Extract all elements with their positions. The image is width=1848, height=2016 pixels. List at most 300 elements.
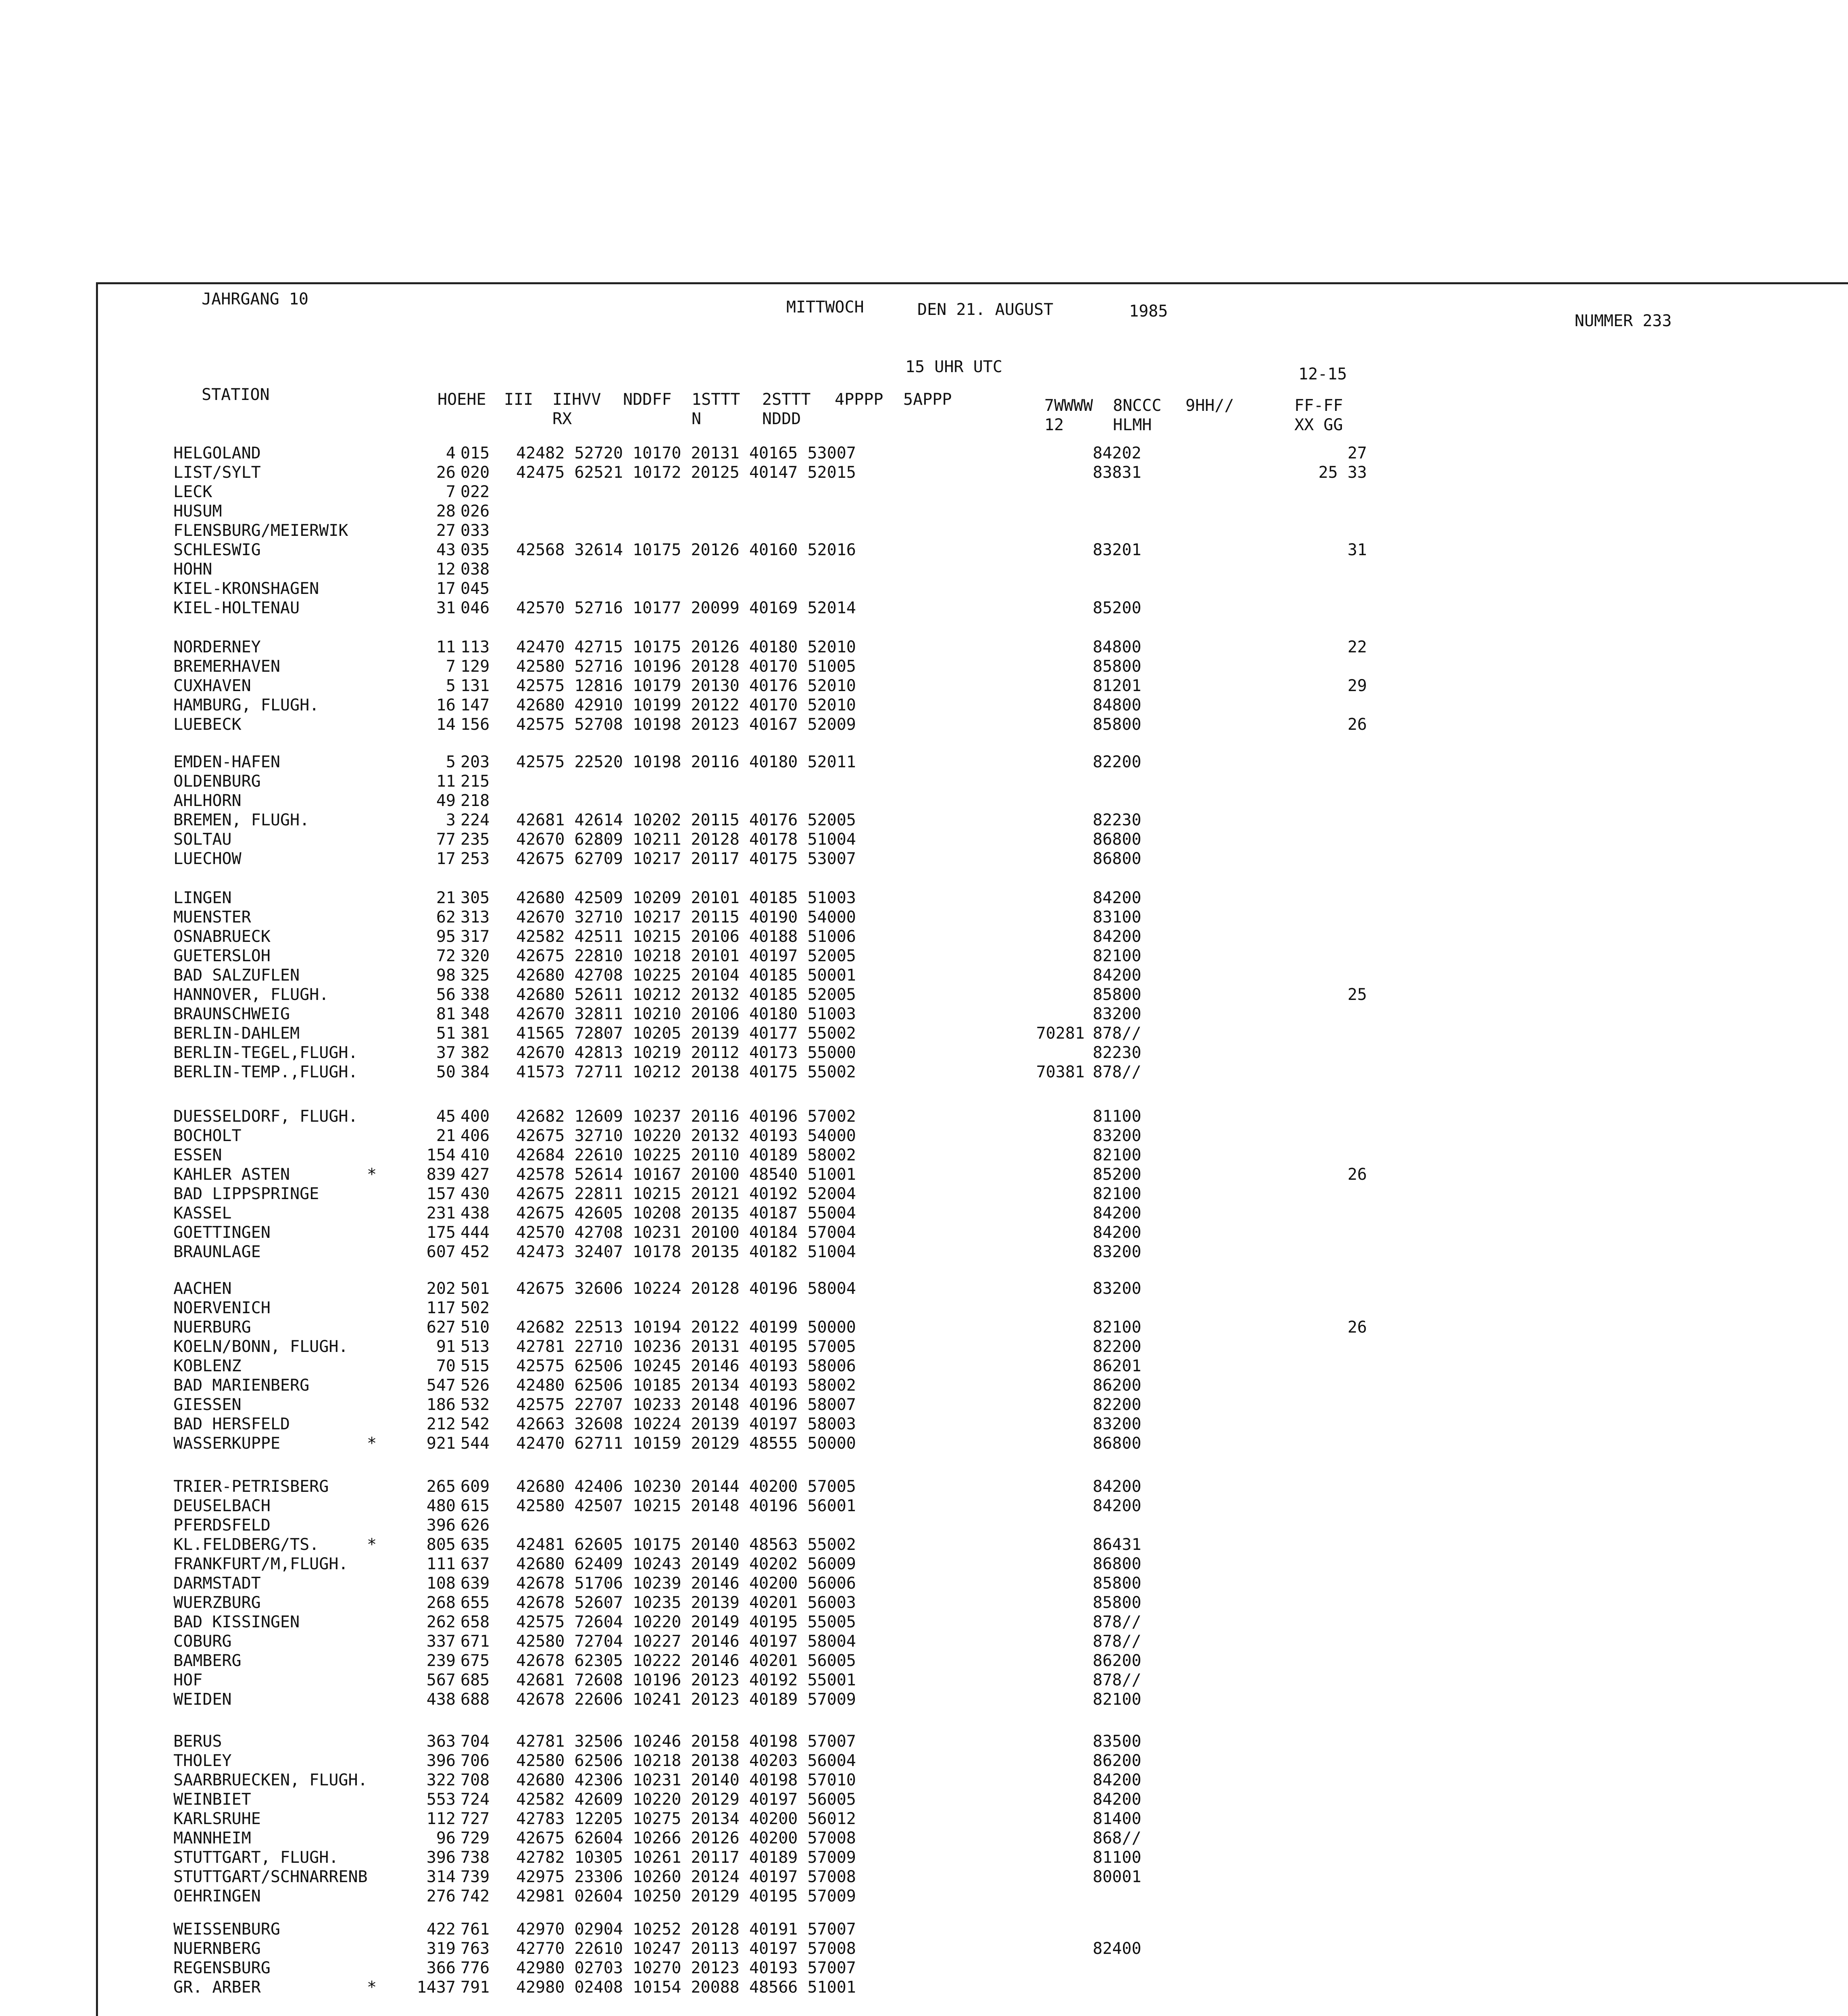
group-8nccc: 80001 — [1093, 1868, 1142, 1886]
station-height: 27 — [436, 521, 456, 540]
synop-groups: 41565 72807 10205 20139 40177 55002 — [516, 1024, 856, 1043]
station-row: HAMBURG, FLUGH. 147 16 42680 42910 10199 20122 40170 52010 84800 — [173, 696, 1142, 714]
station-row: DUESSELDORF, FLUGH. 400 45 42682 12609 10237 20116 40196 57002 81100 — [173, 1107, 1142, 1126]
station-height: 154 — [426, 1146, 456, 1164]
station-height: 186 — [426, 1395, 456, 1414]
station-row: KL.FELDBERG/TS. * 635 805 42481 62605 10175 20140 48563 55002 86431 — [173, 1535, 1142, 1554]
synop-groups: 41573 72711 10212 20138 40175 55002 — [516, 1063, 856, 1081]
wind-gust: 26 — [1347, 1318, 1367, 1337]
station-row: LIST/SYLT 020 26 42475 62521 10172 20125 40147 52015 83831 25 33 — [173, 463, 1367, 482]
group-8nccc: 83201 — [1093, 541, 1142, 559]
station-row: KARLSRUHE 727 112 42783 12205 10275 20134 40200 56012 81400 — [173, 1810, 1142, 1828]
station-name: CUXHAVEN — [173, 677, 251, 695]
station-row: FRANKFURT/M,FLUGH. 637 111 42680 62409 10243 20149 40202 56009 86800 — [173, 1555, 1142, 1573]
station-name: HUSUM — [173, 502, 222, 521]
station-height: 108 — [426, 1574, 456, 1593]
group-8nccc: 84200 — [1093, 1204, 1142, 1223]
station-row: THOLEY 706 396 42580 62506 10218 20138 40203 56004 86200 — [173, 1752, 1142, 1770]
synop-groups: 42670 62809 10211 20128 40178 51004 — [516, 830, 856, 849]
station-row: BAD SALZUFLEN 325 98 42680 42708 10225 20104 40185 50001 84200 — [173, 966, 1142, 985]
station-name: BAD SALZUFLEN — [173, 966, 300, 985]
synop-groups: 42681 42614 10202 20115 40176 52005 — [516, 811, 856, 829]
station-name: AHLHORN — [173, 791, 242, 810]
station-name: FRANKFURT/M,FLUGH. — [173, 1555, 348, 1573]
station-name: LINGEN — [173, 889, 232, 907]
station-height: 337 — [426, 1632, 456, 1651]
station-name: KOELN/BONN, FLUGH. — [173, 1337, 348, 1356]
station-height: 50 — [436, 1063, 456, 1081]
synop-groups: 42481 62605 10175 20140 48563 55002 — [516, 1535, 856, 1554]
station-height: 21 — [436, 1127, 456, 1145]
synop-groups: 42575 12816 10179 20130 40176 52010 — [516, 677, 856, 695]
station-height: 98 — [436, 966, 456, 985]
station-row: SAARBRUECKEN, FLUGH. 708 322 42680 42306 10231 20140 40198 57010 84200 — [173, 1771, 1142, 1789]
station-row: BAD MARIENBERG 526 547 42480 62506 10185 20134 40193 58002 86200 — [173, 1376, 1142, 1395]
station-height: 805 — [426, 1535, 456, 1554]
station-row: HUSUM 026 28 — [173, 502, 490, 521]
group-8nccc: 82100 — [1093, 1146, 1142, 1164]
synop-groups: 42680 42306 10231 20140 40198 57010 — [516, 1771, 856, 1789]
station-row: BERLIN-DAHLEM 381 51 41565 72807 10205 20139 40177 55002 70281 878// — [173, 1024, 1142, 1043]
station-row: SOLTAU 235 77 42670 62809 10211 20128 40178 51004 86800 — [173, 830, 1142, 849]
station-height: 21 — [436, 889, 456, 907]
synop-groups: 42770 22610 10247 20113 40197 57008 — [516, 1939, 856, 1958]
station-height: 175 — [426, 1223, 456, 1242]
station-name: WUERZBURG — [173, 1593, 261, 1612]
station-row: AACHEN 501 202 42675 32606 10224 20128 40196 58004 83200 — [173, 1279, 1142, 1298]
group-8nccc: 84202 — [1093, 444, 1142, 462]
synop-groups: 42470 62711 10159 20129 48555 50000 — [516, 1434, 856, 1453]
synop-groups: 42582 42609 10220 20129 40197 56005 — [516, 1790, 856, 1809]
station-row: SCHLESWIG 035 43 42568 32614 10175 20126 40160 52016 83201 31 — [173, 541, 1367, 559]
wind-gust: 25 33 — [1318, 463, 1367, 482]
group-8nccc: 85200 — [1093, 1165, 1142, 1184]
synop-groups: 42475 62521 10172 20125 40147 52015 — [516, 463, 856, 482]
synop-groups: 42680 42406 10230 20144 40200 57005 — [516, 1477, 856, 1496]
station-row: DARMSTADT 639 108 42678 51706 10239 20146 40200 56006 85800 — [173, 1574, 1142, 1593]
station-height: 117 — [426, 1299, 456, 1317]
station-row: BERLIN-TEGEL,FLUGH. 382 37 42670 42813 10219 20112 40173 55000 82230 — [173, 1043, 1142, 1062]
station-name: DUESSELDORF, FLUGH. — [173, 1107, 358, 1126]
station-name: MANNHEIM — [173, 1829, 251, 1847]
station-row: GOETTINGEN 444 175 42570 42708 10231 20100 40184 57004 84200 — [173, 1223, 1142, 1242]
group-8nccc: 85200 — [1093, 599, 1142, 617]
wind-gust: 29 — [1347, 677, 1367, 695]
station-name: KIEL-KRONSHAGEN — [173, 579, 319, 598]
group-8nccc: 86201 — [1093, 1357, 1142, 1375]
group-8nccc: 82200 — [1093, 753, 1142, 771]
station-name: KL.FELDBERG/TS. — [173, 1535, 319, 1554]
synop-groups: 42680 42910 10199 20122 40170 52010 — [516, 696, 856, 714]
group-8nccc: 82200 — [1093, 1395, 1142, 1414]
station-name: BRAUNLAGE — [173, 1243, 261, 1261]
station-row: MANNHEIM 729 96 42675 62604 10266 20126 40200 57008 868// — [173, 1829, 1142, 1847]
station-row: WEINBIET 724 553 42582 42609 10220 20129 40197 56005 84200 — [173, 1790, 1142, 1809]
station-height: 11 — [436, 772, 456, 791]
station-height: 322 — [426, 1771, 456, 1789]
station-row: KOELN/BONN, FLUGH. 513 91 42781 22710 10236 20131 40195 57005 82200 — [173, 1337, 1142, 1356]
synop-groups: 42670 32710 10217 20115 40190 54000 — [516, 908, 856, 927]
synop-groups: 42575 22520 10198 20116 40180 52011 — [516, 753, 856, 771]
station-name: KAHLER ASTEN — [173, 1165, 290, 1184]
station-row: KOBLENZ 515 70 42575 62506 10245 20146 40193 58006 86201 — [173, 1357, 1142, 1375]
station-name: HANNOVER, FLUGH. — [173, 985, 329, 1004]
station-height: 49 — [436, 791, 456, 810]
station-height: 14 — [436, 715, 456, 734]
synop-groups: 42482 52720 10170 20131 40165 53007 — [516, 444, 856, 462]
station-name: THOLEY — [173, 1752, 232, 1770]
station-height: 91 — [436, 1337, 456, 1356]
station-height: 438 — [426, 1690, 456, 1709]
group-8nccc: 878// — [1093, 1024, 1142, 1043]
station-row: BAD HERSFELD 542 212 42663 32608 10224 20139 40197 58003 83200 — [173, 1415, 1142, 1433]
weekday-label: MITTWOCH — [786, 298, 864, 317]
station-row: MUENSTER 313 62 42670 32710 10217 20115 40190 54000 83100 — [173, 908, 1142, 927]
synop-groups: 42580 62506 10218 20138 40203 56004 — [516, 1752, 856, 1770]
frame-left-line — [96, 282, 98, 2016]
synop-groups: 42782 10305 10261 20117 40189 57009 — [516, 1848, 856, 1867]
station-row: KIEL-HOLTENAU 046 31 42570 52716 10177 20099 40169 52014 85200 — [173, 599, 1142, 617]
station-height: 31 — [436, 599, 456, 617]
station-name: BAMBERG — [173, 1652, 242, 1670]
station-row: TRIER-PETRISBERG 609 265 42680 42406 10230 20144 40200 57005 84200 — [173, 1477, 1142, 1496]
station-row: STUTTGART, FLUGH. 738 396 42782 10305 10261 20117 40189 57009 81100 — [173, 1848, 1142, 1867]
station-height: 81 — [436, 1005, 456, 1023]
synop-groups: 42663 32608 10224 20139 40197 58003 — [516, 1415, 856, 1433]
station-name: FLENSBURG/MEIERWIK — [173, 521, 348, 540]
synop-groups: 42981 02604 10250 20129 40195 57009 — [516, 1887, 856, 1906]
group-8nccc: 868// — [1093, 1829, 1142, 1847]
station-name: BAD KISSINGEN — [173, 1613, 300, 1631]
synop-groups: 42680 42708 10225 20104 40185 50001 — [516, 966, 856, 985]
synop-groups: 42670 42813 10219 20112 40173 55000 — [516, 1043, 856, 1062]
synop-groups: 42568 32614 10175 20126 40160 52016 — [516, 541, 856, 559]
station-name: LIST/SYLT — [173, 463, 261, 482]
station-row: COBURG 671 337 42580 72704 10227 20146 40197 58004 878// — [173, 1632, 1142, 1651]
station-row: NOERVENICH 502 117 — [173, 1299, 490, 1317]
station-row: BRAUNLAGE 452 607 42473 32407 10178 20135 40182 51004 83200 — [173, 1243, 1142, 1261]
group-8nccc: 86800 — [1093, 1555, 1142, 1573]
station-row: WEIDEN 688 438 42678 22606 10241 20123 40189 57009 82100 — [173, 1690, 1142, 1709]
group-8nccc: 878// — [1093, 1613, 1142, 1631]
station-name: GUETERSLOH — [173, 947, 271, 965]
station-height: 111 — [426, 1555, 456, 1573]
station-name: KASSEL — [173, 1204, 232, 1223]
mountain-station-marker: * — [367, 1978, 377, 1997]
synop-groups: 42570 52716 10177 20099 40169 52014 — [516, 599, 856, 617]
group-8nccc: 81100 — [1093, 1848, 1142, 1867]
station-height: 567 — [426, 1671, 456, 1689]
station-row: EMDEN-HAFEN 203 5 42575 22520 10198 20116 40180 52011 82200 — [173, 753, 1142, 771]
synop-groups: 42582 42511 10215 20106 40188 51006 — [516, 927, 856, 946]
synop-groups: 42675 22811 10215 20121 40192 52004 — [516, 1185, 856, 1203]
station-row: NUERBURG 510 627 42682 22513 10194 20122 40199 50000 82100 26 — [173, 1318, 1367, 1337]
group-8nccc: 84200 — [1093, 889, 1142, 907]
group-8nccc: 86800 — [1093, 1434, 1142, 1453]
synop-groups: 42480 62506 10185 20134 40193 58002 — [516, 1376, 856, 1395]
station-name: NUERNBERG — [173, 1939, 261, 1958]
synop-groups: 42975 23306 10260 20124 40197 57008 — [516, 1868, 856, 1886]
station-height: 396 — [426, 1516, 456, 1535]
station-height: 77 — [436, 830, 456, 849]
group-8nccc: 85800 — [1093, 1593, 1142, 1612]
station-name: REGENSBURG — [173, 1959, 271, 1977]
group-8nccc: 83200 — [1093, 1415, 1142, 1433]
synop-groups: 42575 52708 10198 20123 40167 52009 — [516, 715, 856, 734]
station-name: GIESSEN — [173, 1395, 242, 1414]
group-8nccc: 86200 — [1093, 1652, 1142, 1670]
synop-groups: 42980 02703 10270 20123 40193 57007 — [516, 1959, 856, 1977]
group-8nccc: 86800 — [1093, 830, 1142, 849]
group-8nccc: 84200 — [1093, 1771, 1142, 1789]
group-8nccc: 84200 — [1093, 927, 1142, 946]
group-8nccc: 84200 — [1093, 966, 1142, 985]
station-height: 396 — [426, 1752, 456, 1770]
station-row: BERUS 704 363 42781 32506 10246 20158 40198 57007 83500 — [173, 1732, 1142, 1751]
station-height: 5 — [446, 753, 456, 771]
station-height: 16 — [436, 696, 456, 714]
station-row: CUXHAVEN 131 5 42575 12816 10179 20130 40176 52010 81201 29 — [173, 677, 1367, 695]
station-height: 268 — [426, 1593, 456, 1612]
station-height: 1437 — [417, 1978, 456, 1997]
station-height: 314 — [426, 1868, 456, 1886]
synop-groups: 42675 32710 10220 20132 40193 54000 — [516, 1127, 856, 1145]
group-8nccc: 85800 — [1093, 715, 1142, 734]
station-height: 70 — [436, 1357, 456, 1375]
station-height: 231 — [426, 1204, 456, 1223]
station-height: 43 — [436, 541, 456, 559]
station-row: GIESSEN 532 186 42575 22707 10233 20148 40196 58007 82200 — [173, 1395, 1142, 1414]
wind-gust: 31 — [1347, 541, 1367, 559]
synop-groups: 42580 42507 10215 20148 40196 56001 — [516, 1497, 856, 1515]
synop-groups: 42470 42715 10175 20126 40180 52010 — [516, 638, 856, 656]
station-height: 56 — [436, 985, 456, 1004]
station-row: FLENSBURG/MEIERWIK 033 27 — [173, 521, 490, 540]
synop-groups: 42575 72604 10220 20149 40195 55005 — [516, 1613, 856, 1631]
station-row: DEUSELBACH 615 480 42580 42507 10215 20148 40196 56001 84200 — [173, 1497, 1142, 1515]
station-height: 262 — [426, 1613, 456, 1631]
station-row: BRAUNSCHWEIG 348 81 42670 32811 10210 20106 40180 51003 83200 — [173, 1005, 1142, 1023]
station-name: HAMBURG, FLUGH. — [173, 696, 319, 714]
group-8nccc: 82400 — [1093, 1939, 1142, 1958]
group-8nccc: 85800 — [1093, 657, 1142, 676]
station-row: HOF 685 567 42681 72608 10196 20123 40192 55001 878// — [173, 1671, 1142, 1689]
station-name: DEUSELBACH — [173, 1497, 271, 1515]
group-8nccc: 81100 — [1093, 1107, 1142, 1126]
gust-time-range: 12-15 — [1298, 365, 1347, 383]
group-8nccc: 81201 — [1093, 677, 1142, 695]
station-row: AHLHORN 218 49 — [173, 791, 490, 810]
station-name: LUECHOW — [173, 850, 242, 868]
group-8nccc: 86200 — [1093, 1376, 1142, 1395]
synop-groups: 42580 52716 10196 20128 40170 51005 — [516, 657, 856, 676]
station-height: 553 — [426, 1790, 456, 1809]
wind-gust: 26 — [1347, 715, 1367, 734]
station-height: 72 — [436, 947, 456, 965]
station-name: MUENSTER — [173, 908, 251, 927]
station-name: TRIER-PETRISBERG — [173, 1477, 329, 1496]
col-1sttt: 1STTT N — [692, 390, 740, 428]
col-ff-xx-gg: FF-FF XX GG — [1294, 396, 1343, 434]
station-row: KIEL-KRONSHAGEN 045 17 — [173, 579, 490, 598]
group-8nccc: 83831 — [1093, 463, 1142, 482]
station-row: BERLIN-TEMP.,FLUGH. 384 50 41573 72711 10212 20138 40175 55002 70381 878// — [173, 1063, 1142, 1081]
synop-groups: 42970 02904 10252 20128 40191 57007 — [516, 1920, 856, 1939]
group-8nccc: 82230 — [1093, 1043, 1142, 1062]
station-height: 4 — [446, 444, 456, 462]
station-name: EMDEN-HAFEN — [173, 753, 280, 771]
col-8nccc: 8NCCC HLMH — [1113, 396, 1162, 434]
station-name: OLDENBURG — [173, 772, 261, 791]
col-4pppp: 4PPPP — [835, 390, 883, 409]
station-name: SCHLESWIG — [173, 541, 261, 559]
synop-groups: 42682 12609 10237 20116 40196 57002 — [516, 1107, 856, 1126]
station-row: WASSERKUPPE * 544 921 42470 62711 10159 20129 48555 50000 86800 — [173, 1434, 1142, 1453]
station-row: LUECHOW 253 17 42675 62709 10217 20117 40175 53007 86800 — [173, 850, 1142, 868]
synop-groups: 42675 32606 10224 20128 40196 58004 — [516, 1279, 856, 1298]
mountain-station-marker: * — [367, 1434, 377, 1453]
station-row: OEHRINGEN 742 276 42981 02604 10250 20129 40195 57009 — [173, 1887, 856, 1906]
synop-groups: 42678 51706 10239 20146 40200 56006 — [516, 1574, 856, 1593]
group-8nccc: 82100 — [1093, 1318, 1142, 1337]
station-name: BERLIN-TEGEL,FLUGH. — [173, 1043, 358, 1062]
station-row: KASSEL 438 231 42675 42605 10208 20135 40187 55004 84200 — [173, 1204, 1142, 1223]
group-8nccc: 83500 — [1093, 1732, 1142, 1751]
station-height: 51 — [436, 1024, 456, 1043]
station-name: WASSERKUPPE — [173, 1434, 280, 1453]
group-8nccc: 85800 — [1093, 1574, 1142, 1593]
station-height: 202 — [426, 1279, 456, 1298]
station-row: GR. ARBER * 791 1437 42980 02408 10154 20088 48566 51001 — [173, 1978, 856, 1997]
date-label: DEN 21. AUGUST — [917, 300, 1054, 319]
station-row: OLDENBURG 215 11 — [173, 772, 490, 791]
group-8nccc: 84200 — [1093, 1223, 1142, 1242]
station-row: REGENSBURG 776 366 42980 02703 10270 20123 40193 57007 — [173, 1959, 856, 1977]
station-height: 396 — [426, 1848, 456, 1867]
group-7wwww: 70281 — [1036, 1024, 1085, 1043]
station-row: KAHLER ASTEN * 427 839 42578 52614 10167 20100 48540 51001 85200 26 — [173, 1165, 1367, 1184]
group-8nccc: 84200 — [1093, 1497, 1142, 1515]
station-name: WEISSENBURG — [173, 1920, 280, 1939]
station-name: NUERBURG — [173, 1318, 251, 1337]
station-row: OSNABRUECK 317 95 42582 42511 10215 20106 40188 51006 84200 — [173, 927, 1142, 946]
station-height: 422 — [426, 1920, 456, 1939]
station-height: 363 — [426, 1732, 456, 1751]
group-8nccc: 82100 — [1093, 947, 1142, 965]
synop-groups: 42675 62709 10217 20117 40175 53007 — [516, 850, 856, 868]
frame-top-line — [96, 282, 1848, 284]
synop-groups: 42680 42509 10209 20101 40185 51003 — [516, 889, 856, 907]
col-station: STATION — [202, 385, 270, 404]
group-8nccc: 83100 — [1093, 908, 1142, 927]
station-row: BREMEN, FLUGH. 224 3 42681 42614 10202 20115 40176 52005 82230 — [173, 811, 1142, 829]
station-name: COBURG — [173, 1632, 232, 1651]
group-8nccc: 82200 — [1093, 1337, 1142, 1356]
station-row: HANNOVER, FLUGH. 338 56 42680 52611 10212 20132 40185 52005 85800 25 — [173, 985, 1367, 1004]
year-label: 1985 — [1129, 302, 1168, 321]
wind-gust: 27 — [1347, 444, 1367, 462]
group-8nccc: 81400 — [1093, 1810, 1142, 1828]
station-name: BREMEN, FLUGH. — [173, 811, 310, 829]
group-8nccc: 83200 — [1093, 1005, 1142, 1023]
synop-groups: 42575 22707 10233 20148 40196 58007 — [516, 1395, 856, 1414]
station-height: 26 — [436, 463, 456, 482]
station-name: BREMERHAVEN — [173, 657, 280, 676]
station-name: AACHEN — [173, 1279, 232, 1298]
station-row: GUETERSLOH 320 72 42675 22810 10218 20101 40197 52005 82100 — [173, 947, 1142, 965]
group-8nccc: 82100 — [1093, 1185, 1142, 1203]
station-height: 366 — [426, 1959, 456, 1977]
wind-gust: 25 — [1347, 985, 1367, 1004]
station-row: BAD KISSINGEN 658 262 42575 72604 10220 20149 40195 55005 878// — [173, 1613, 1142, 1631]
group-7wwww: 70381 — [1036, 1063, 1085, 1081]
col-hoehe: HOEHE — [438, 390, 486, 409]
station-height: 3 — [446, 811, 456, 829]
station-height: 7 — [446, 657, 456, 676]
station-height: 95 — [436, 927, 456, 946]
station-name: HELGOLAND — [173, 444, 261, 462]
station-height: 28 — [436, 502, 456, 521]
station-name: NOERVENICH — [173, 1299, 271, 1317]
station-name: STUTTGART/SCHNARRENB — [173, 1868, 368, 1886]
group-8nccc: 82100 — [1093, 1690, 1142, 1709]
station-name: SAARBRUECKEN, FLUGH. — [173, 1771, 368, 1789]
synop-groups: 42670 32811 10210 20106 40180 51003 — [516, 1005, 856, 1023]
issue-number: NUMMER 233 — [1575, 312, 1672, 330]
station-name: ESSEN — [173, 1146, 222, 1164]
synop-groups: 42680 62409 10243 20149 40202 56009 — [516, 1555, 856, 1573]
station-height: 265 — [426, 1477, 456, 1496]
col-9hh: 9HH// — [1185, 396, 1234, 415]
synop-groups: 42578 52614 10167 20100 48540 51001 — [516, 1165, 856, 1184]
col-2sttt: 2STTT NDDD — [762, 390, 811, 428]
station-name: STUTTGART, FLUGH. — [173, 1848, 339, 1867]
group-8nccc: 83200 — [1093, 1127, 1142, 1145]
synop-groups: 42675 42605 10208 20135 40187 55004 — [516, 1204, 856, 1223]
station-name: BRAUNSCHWEIG — [173, 1005, 290, 1023]
synop-groups: 42678 22606 10241 20123 40189 57009 — [516, 1690, 856, 1709]
group-8nccc: 878// — [1093, 1063, 1142, 1081]
station-height: 276 — [426, 1887, 456, 1906]
group-8nccc: 84200 — [1093, 1477, 1142, 1496]
mountain-station-marker: * — [367, 1535, 377, 1554]
station-name: PFERDSFELD — [173, 1516, 271, 1535]
station-row: BAD LIPPSPRINGE 430 157 42675 22811 10215 20121 40192 52004 82100 — [173, 1185, 1142, 1203]
station-height: 112 — [426, 1810, 456, 1828]
synop-groups: 42473 32407 10178 20135 40182 51004 — [516, 1243, 856, 1261]
synop-groups: 42783 12205 10275 20134 40200 56012 — [516, 1810, 856, 1828]
station-name: OSNABRUECK — [173, 927, 271, 946]
station-height: 17 — [436, 579, 456, 598]
station-name: LUEBECK — [173, 715, 242, 734]
station-height: 37 — [436, 1043, 456, 1062]
station-height: 212 — [426, 1415, 456, 1433]
group-8nccc: 84800 — [1093, 696, 1142, 714]
station-name: GOETTINGEN — [173, 1223, 271, 1242]
group-8nccc: 878// — [1093, 1632, 1142, 1651]
synop-groups: 42675 22810 10218 20101 40197 52005 — [516, 947, 856, 965]
station-height: 17 — [436, 850, 456, 868]
station-name: NORDERNEY — [173, 638, 261, 656]
station-height: 62 — [436, 908, 456, 927]
synop-groups: 42681 72608 10196 20123 40192 55001 — [516, 1671, 856, 1689]
group-8nccc: 82230 — [1093, 811, 1142, 829]
station-height: 5 — [446, 677, 456, 695]
station-row: HELGOLAND 015 4 42482 52720 10170 20131 40165 53007 84202 27 — [173, 444, 1367, 462]
synop-groups: 42580 72704 10227 20146 40197 58004 — [516, 1632, 856, 1651]
station-name: LECK — [173, 483, 213, 501]
station-name: BERUS — [173, 1732, 222, 1751]
